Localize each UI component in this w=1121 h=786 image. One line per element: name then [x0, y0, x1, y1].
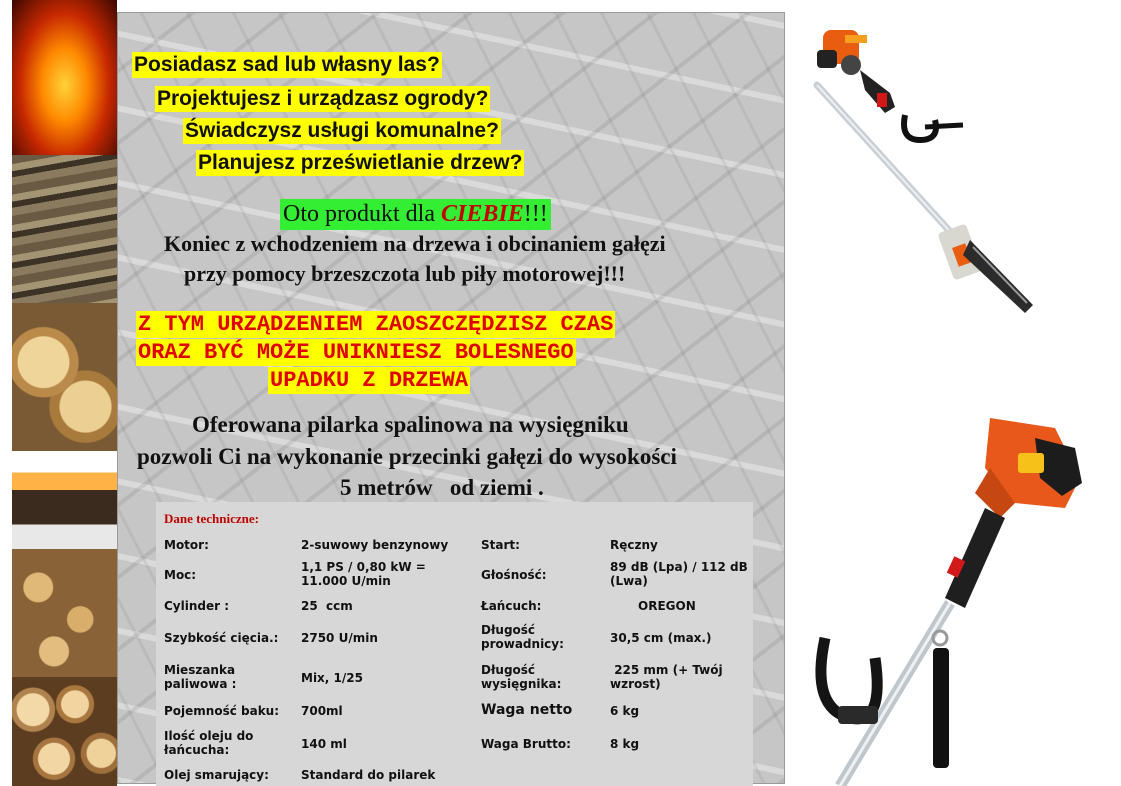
- warning-line: UPADKU Z DRZEWA: [270, 368, 469, 393]
- log-ends-photo: [12, 677, 117, 786]
- spec-value: 140 ml: [301, 737, 347, 751]
- spec-value: 225 mm (+ Twój wzrost): [610, 663, 727, 691]
- spec-value: OREGON: [638, 599, 696, 613]
- spec-label: Długość prowadnicy:: [481, 623, 564, 651]
- spec-value: Standard do pilarek: [301, 768, 436, 782]
- log-stack-photo: [12, 155, 117, 303]
- spec-label: Start:: [481, 538, 520, 552]
- offer-line: pozwoli Ci na wykonanie przecinki gałęzi do wysokości: [137, 444, 677, 469]
- photo-strip: [12, 0, 117, 786]
- fire-photo: [12, 0, 117, 155]
- spec-value: 6 kg: [610, 704, 640, 718]
- spec-value: 8 kg: [610, 737, 640, 751]
- offer-emphasis: CIEBIE: [440, 201, 524, 227]
- split-wood-photo: [12, 303, 117, 451]
- offer-suffix: !!!: [523, 201, 548, 227]
- spec-label: Pojemność baku:: [164, 704, 280, 718]
- warning-line: Z TYM URZĄDZENIEM ZAOSZCZĘDZISZ CZAS: [138, 312, 614, 337]
- tech-specs-title: Dane techniczne:: [164, 511, 259, 526]
- spec-label: Łańcuch:: [481, 599, 542, 613]
- spec-value: 25 ccm: [301, 599, 353, 613]
- warning-line: ORAZ BYĆ MOŻE UNIKNIESZ BOLESNEGO: [138, 340, 574, 365]
- offer-line: 5 metrów od ziemi .: [340, 475, 544, 500]
- offer-line: Oferowana pilarka spalinowa na wysięgniku: [192, 412, 629, 437]
- intro-line: Koniec z wchodzeniem na drzewa i obcinaniem gałęzi: [164, 231, 666, 256]
- offer-banner: [280, 199, 551, 230]
- offer-prefix: Oto produkt dla: [283, 201, 441, 227]
- headline-question: Projektujesz i urządzasz ogrody?: [157, 87, 489, 110]
- pole-saw-product-image: [805, 15, 1045, 315]
- intro-line: przy pomocy brzeszczota lub piły motorowej!!!: [184, 261, 626, 286]
- tech-specs-table: [156, 502, 753, 786]
- spec-value: 700ml: [301, 704, 343, 718]
- pole-saw-handle-image: [800, 408, 1100, 786]
- spec-value: 2750 U/min: [301, 631, 378, 645]
- headline-question: Posiadasz sad lub własny las?: [134, 53, 440, 76]
- spec-value: Ręczny: [610, 538, 658, 552]
- spec-label: Cylinder :: [164, 599, 230, 613]
- spec-label: Moc:: [164, 568, 197, 582]
- spec-label: Długość wysięgnika:: [481, 663, 562, 691]
- fireplace-grate-photo: [12, 451, 117, 549]
- spec-label: Mieszanka paliwowa :: [164, 663, 237, 691]
- headline-question: Planujesz prześwietlanie drzew?: [198, 151, 523, 174]
- spec-value: 30,5 cm (max.): [610, 631, 712, 645]
- spec-value: 2-suwowy benzynowy: [301, 538, 449, 552]
- firewood-pile-photo: [12, 549, 117, 677]
- spec-value: Mix, 1/25: [301, 671, 363, 685]
- spec-value: 89 dB (Lpa) / 112 dB (Lwa): [610, 560, 748, 588]
- spec-label: Motor:: [164, 538, 209, 552]
- spec-label: Waga netto: [481, 702, 573, 718]
- spec-label: Waga Brutto:: [481, 737, 571, 751]
- headline-question: Świadczysz usługi komunalne?: [185, 119, 499, 142]
- spec-label: Olej smarujący:: [164, 768, 269, 782]
- spec-label: Ilość oleju do łańcucha:: [164, 729, 254, 757]
- spec-label: Głośność:: [481, 568, 547, 582]
- spec-label: Szybkość cięcia.:: [164, 631, 279, 645]
- spec-value: 1,1 PS / 0,80 kW = 11.000 U/min: [301, 560, 426, 588]
